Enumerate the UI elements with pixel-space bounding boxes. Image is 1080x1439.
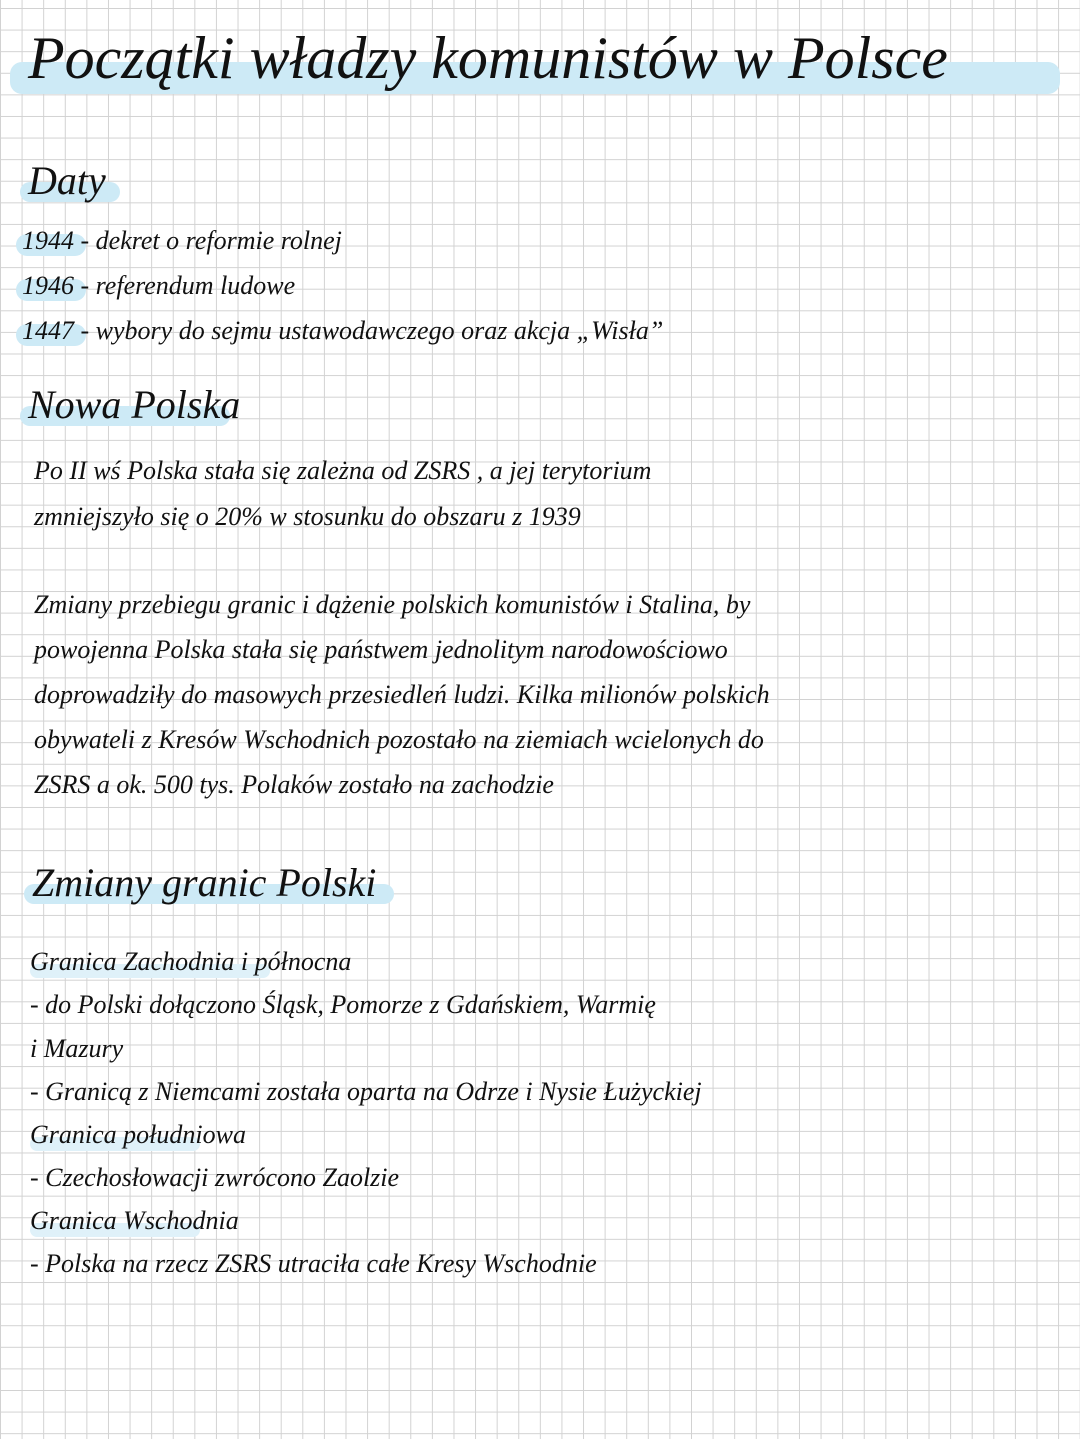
heading-new-poland: Nowa Polska [28, 382, 241, 427]
date-year: 1944 [22, 226, 74, 255]
border-line: - Granicą z Niemcami została oparta na Odrze i Nysie Łużyckiej [30, 1077, 702, 1106]
paragraph-line: Po II wś Polska stała się zależna od ZSRS , a jej terytorium [34, 456, 652, 485]
date-year: 1447 [22, 316, 74, 345]
border-subheading: Granica Wschodnia [30, 1206, 239, 1235]
page-title: Początki władzy komunistów w Polsce [28, 25, 948, 91]
paragraph-line: powojenna Polska stała się państwem jednolitym narodowościowo [34, 635, 728, 664]
border-line: - Czechosłowacji zwrócono Zaolzie [30, 1163, 400, 1192]
paragraph-line: Zmiany przebiegu granic i dążenie polskich komunistów i Stalina, by [34, 590, 751, 619]
heading-borders: Zmiany granic Polski [32, 860, 377, 905]
date-text: - wybory do sejmu ustawodawczego oraz akcja „Wisła” [74, 316, 664, 345]
date-item [22, 271, 295, 301]
paragraph-line: doprowadziły do masowych przesiedleń ludzi. Kilka milionów polskich [34, 680, 770, 709]
paragraph-line: zmniejszyło się o 20% w stosunku do obszaru z 1939 [34, 502, 581, 531]
heading-dates: Daty [28, 158, 106, 203]
paragraph-line: obywateli z Kresów Wschodnich pozostało na ziemiach wcielonych do [34, 725, 764, 754]
paragraph-line: ZSRS a ok. 500 tys. Polaków zostało na zachodzie [34, 770, 554, 799]
date-item [22, 226, 342, 256]
date-year: 1946 [22, 271, 74, 300]
date-text: - referendum ludowe [74, 271, 296, 300]
border-line: - do Polski dołączono Śląsk, Pomorze z Gdańskiem, Warmię [30, 990, 656, 1019]
date-text: - dekret o reformie rolnej [74, 226, 342, 255]
border-subheading: Granica Zachodnia i północna [30, 947, 352, 976]
date-item [22, 316, 663, 346]
border-line: i Mazury [30, 1034, 124, 1063]
border-line: - Polska na rzecz ZSRS utraciła całe Kresy Wschodnie [30, 1249, 597, 1278]
border-subheading: Granica południowa [30, 1120, 246, 1149]
